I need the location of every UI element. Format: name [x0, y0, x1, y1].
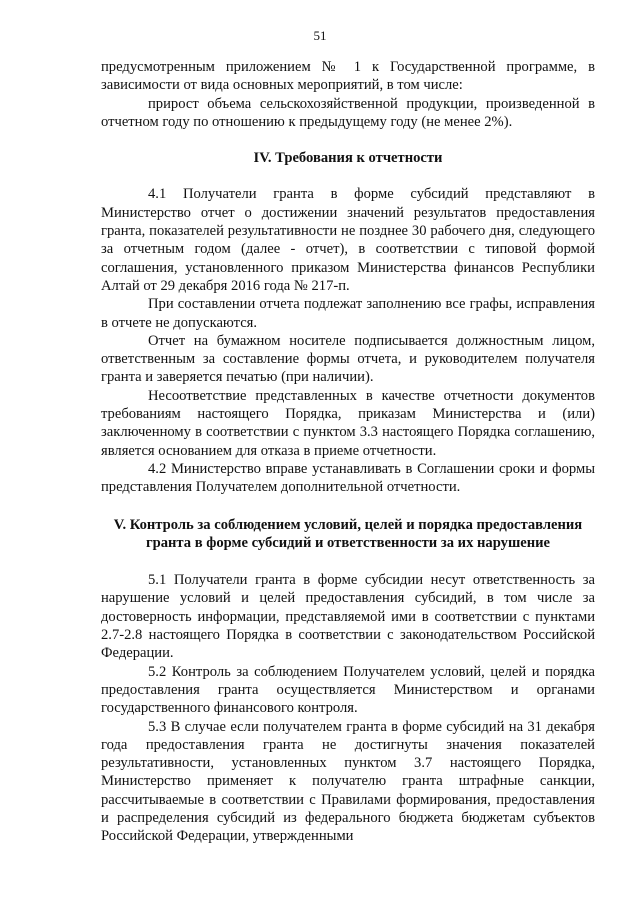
paragraph-4-2: 4.2 Министерство вправе устанавливать в Соглашении сроки и формы представления Получателем дополнительной отчетности.	[101, 460, 595, 496]
paragraph-4-1-mismatch: Несоответствие представленных в качестве отчетности документов требованиям настоящего Порядка, приказам Министерства и (или) заключенному в соответствии с пунктом 3.3 настоящего Порядка соглашению, является основанием для отказа в приеме отчетности.	[101, 387, 595, 459]
section-heading-iv: IV. Требования к отчетности	[253, 150, 443, 167]
document-body	[101, 58, 595, 846]
page-number: 51	[313, 28, 327, 43]
paragraph-4-1: 4.1 Получатели гранта в форме субсидий представляют в Министерство отчет о достижении значений результатов предоставления гранта, показателей результативности не позднее 30 рабочего дня, следующего за отчетным годом (далее - отчет), в соответствии с типовой формой соглашения, установленного приказом Министерства финансов Республики Алтай от 29 декабря 2016 года № 217-п.	[101, 186, 595, 294]
section-heading-v: V. Контроль за соблюдением условий, целей и порядка предоставления гранта в форме субсидий и ответственности за их нарушение	[113, 516, 583, 551]
paragraph-growth-indicator: прирост объема сельскохозяйственной продукции, произведенной в отчетном году по отношению к предыдущему году (не менее 2%).	[101, 95, 595, 130]
paragraph-5-1: 5.1 Получатели гранта в форме субсидии несут ответственность за нарушение условий и целей предоставления субсидий, в том числе за достоверность информации, представляемой ими в соответствии с пунктами 2.7-2.8 настоящего Порядка в соответствии с законодательством Российской Федерации.	[101, 572, 595, 662]
paragraph-4-1-fields: При составлении отчета подлежат заполнению все графы, исправления в отчете не допускаются.	[101, 296, 595, 331]
paragraph-4-1-paper: Отчет на бумажном носителе подписывается должностным лицом, ответственным за составление формы отчета, и руководителем получателя гранта и заверяется печатью (при наличии).	[101, 332, 595, 386]
paragraph-intro: предусмотренным приложением № 1 к Государственной программе, в зависимости от вида основных мероприятий, в том числе:	[101, 59, 595, 94]
paragraph-5-2: 5.2 Контроль за соблюдением Получателем условий, целей и порядка предоставления гранта осуществляется Министерством и органами государственного финансового контроля.	[101, 663, 595, 717]
paragraph-5-3: 5.3 В случае если получателем гранта в форме субсидий на 31 декабря года предоставления гранта не достигнуты значения показателей результативности, установленных пунктом 3.7 настоящего Порядка, Министерство применяет к получателю гранта штрафные санкции, рассчитываемые в соответствии с Правилами формирования, предоставления и распределения субсидий из федерального бюджета бюджетам субъектов Российской Федерации, утвержденными	[101, 718, 595, 845]
